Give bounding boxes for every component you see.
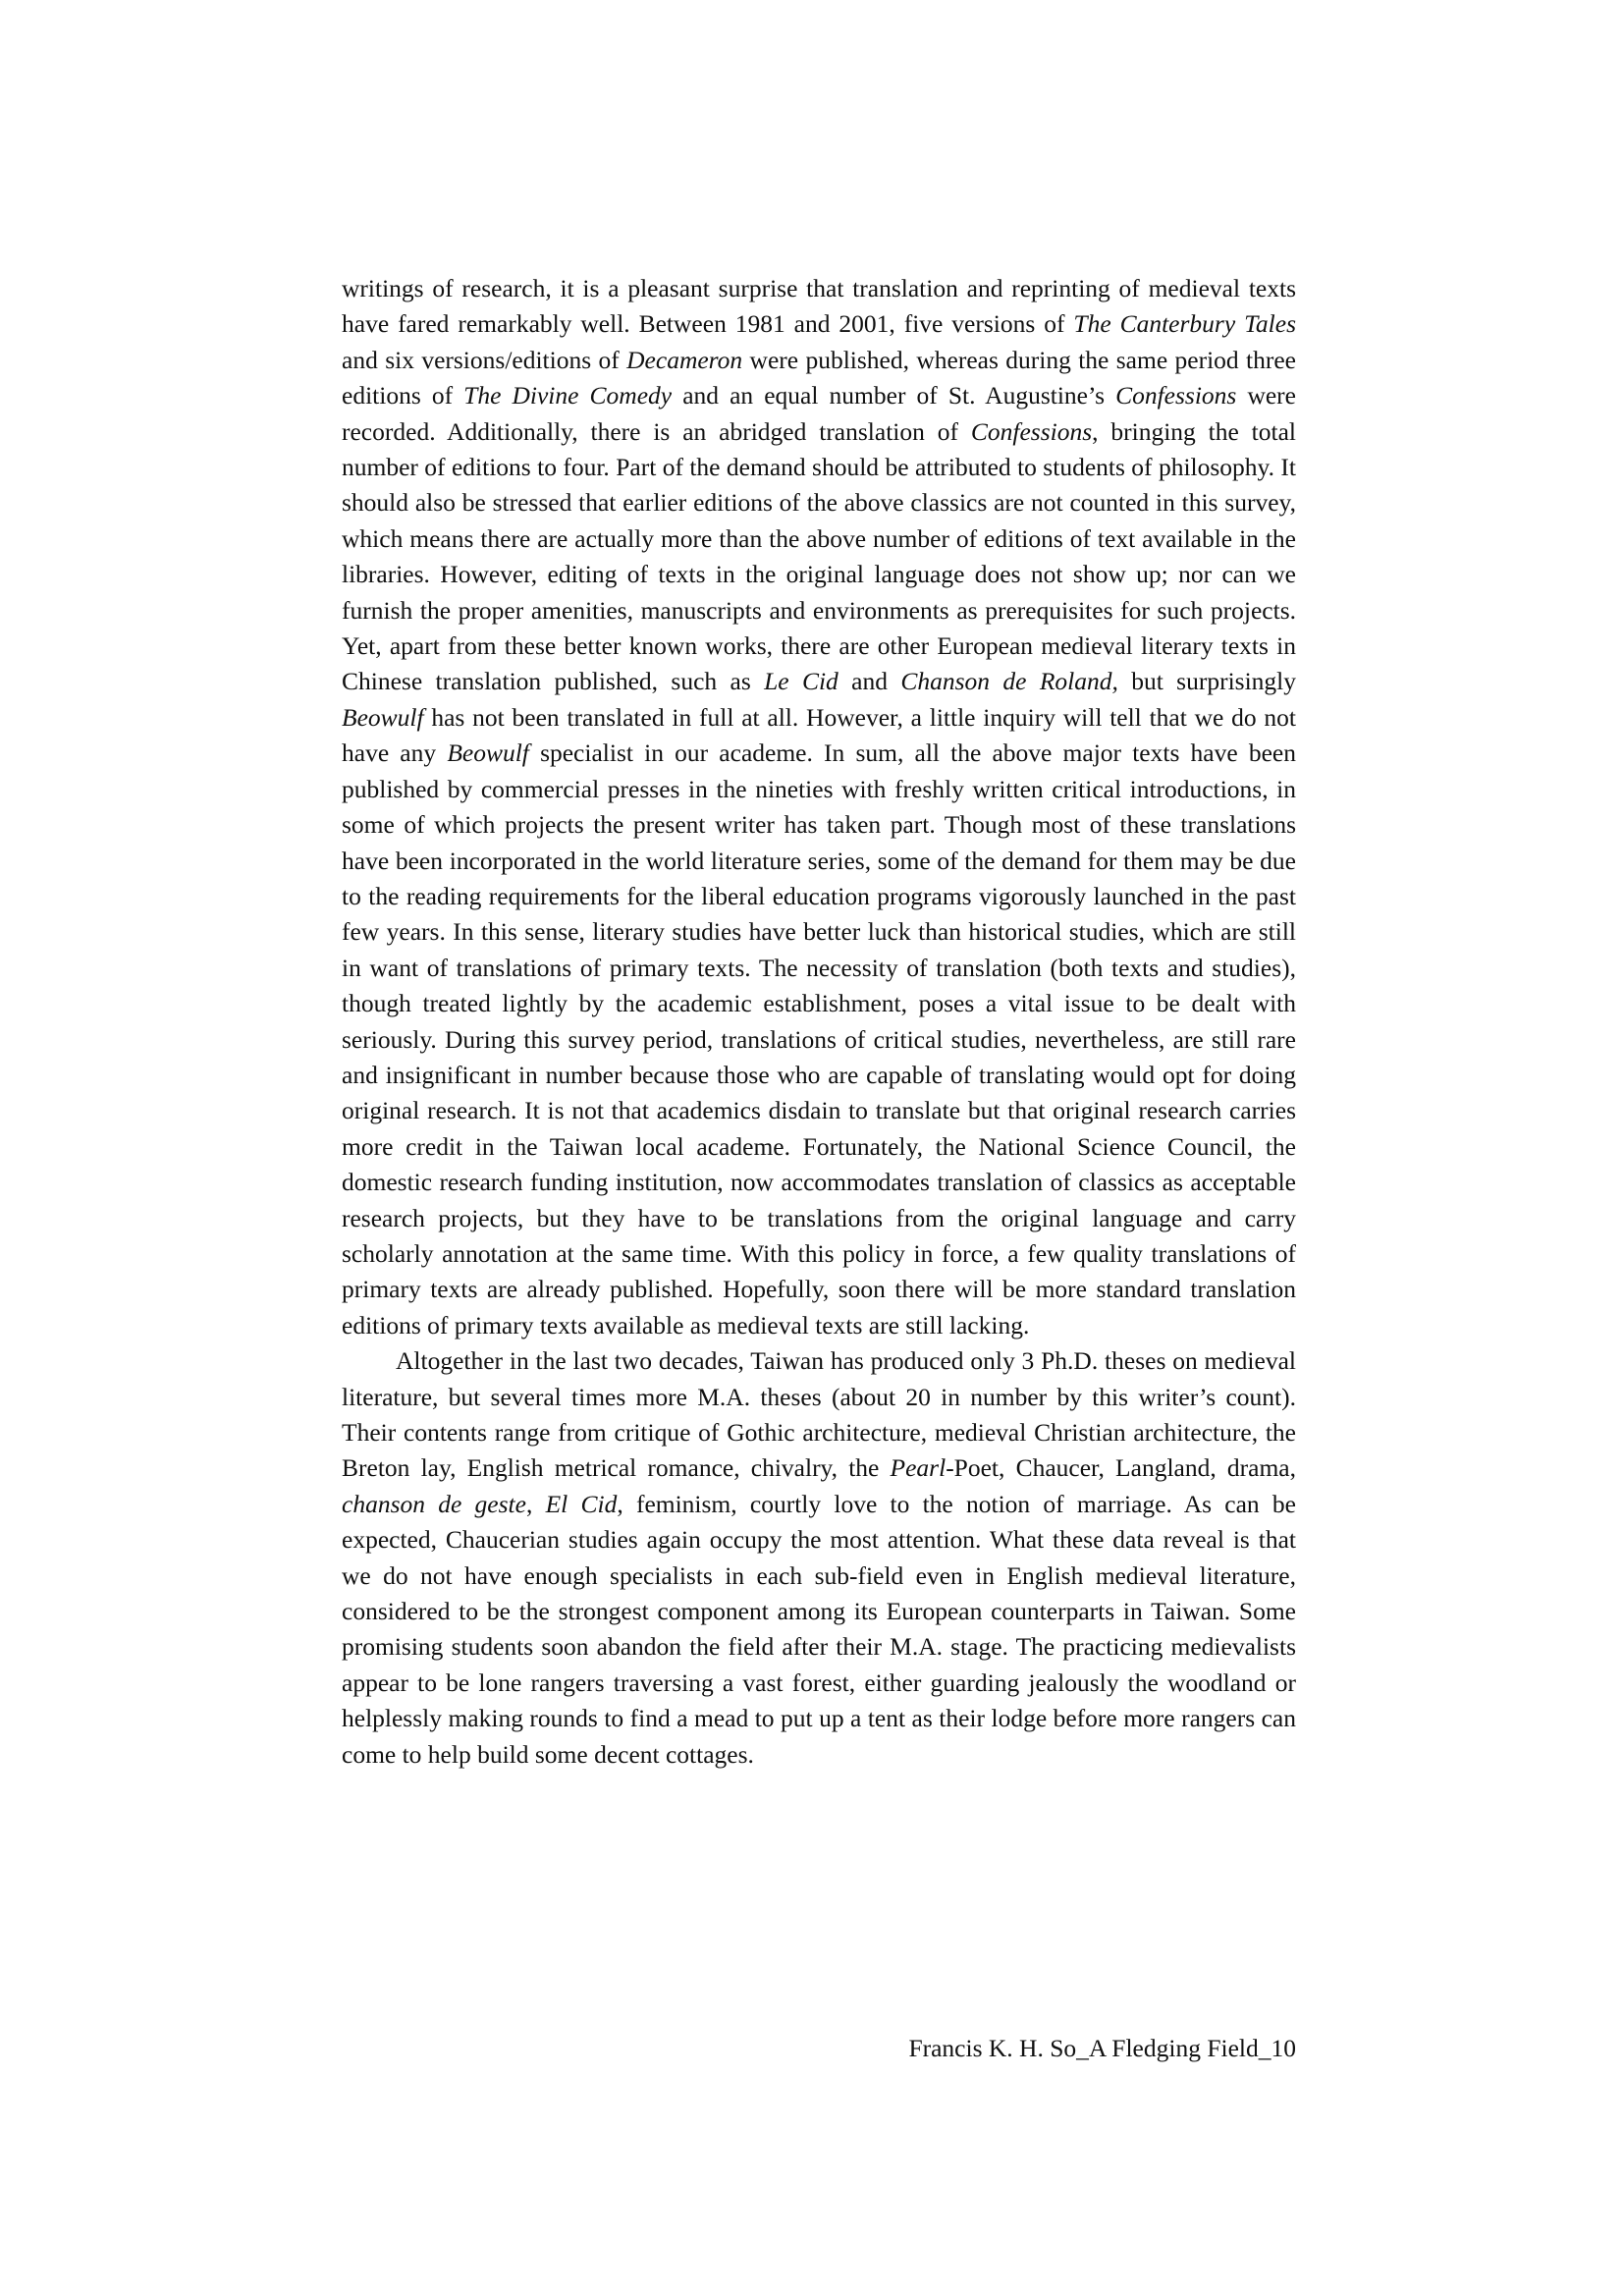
italic-title-segment: Confessions	[970, 416, 1093, 446]
italic-title-segment: The Divine Comedy	[463, 381, 673, 410]
italic-title-segment: chanson de geste	[342, 1489, 526, 1518]
text-segment: were published, whereas during the same period three editions of	[342, 345, 1296, 410]
text-segment: and six versions/editions of	[342, 345, 627, 374]
italic-title-segment: Decameron	[626, 345, 743, 374]
text-segment: ,	[525, 1489, 546, 1518]
text-segment: -Poet, Chaucer, Langland, drama,	[946, 1453, 1296, 1483]
italic-title-segment: Chanson de Roland,	[900, 667, 1118, 696]
text-segment: , bringing the total number of editions to four. Part of the demand should be attributed to students of philosophy. It should also be stressed that earlier editions of the above classics are not counted in this survey, which means there are actually more than the above number of editions of text available in the libraries. However, editing of texts in the original language does not show up; nor can we furnish the proper amenities, manuscripts and environments as prerequisites for such projects. Yet, apart from these better known works, there are other European medieval literary texts in Chinese translation published, such as	[342, 416, 1297, 696]
italic-title-segment: Confessions	[1115, 381, 1237, 410]
text-segment: and	[838, 667, 901, 696]
text-segment: Altogether in the last two decades, Taiwan has produced only 3 Ph.D. theses on medieval literature, but several times more M.A. theses (about 20 in number by this writer’s count). Their contents range from critique of Gothic architecture, medieval Christian architecture, the Breton lay, English metrical romance, chivalry, the	[342, 1346, 1296, 1483]
text-segment: but surprisingly	[1117, 667, 1296, 696]
text-segment: specialist in our academe. In sum, all the above major texts have been published by commercial presses in the nineties with freshly written critical introductions, in some of which projects the present writer has taken part. Though most of these translations have been incorporated in the world literature series, some of the demand for them may be due to the reading requirements for the liberal education programs vigorously launched in the past few years. In this sense, literary studies have better luck than historical studies, which are still in want of translations of primary texts. The necessity of translation (both texts and studies), though treated lightly by the academic establishment, poses a vital issue to be dealt with seriously. During this survey period, translations of critical studies, nevertheless, are still rare and insignificant in number because those who are capable of translating would opt for doing original research. It is not that academics disdain to translate but that original research carries more credit in the Taiwan local academe. Fortunately, the National Science Council, the domestic research funding institution, now accommodates translation of classics as acceptable research projects, but they have to be translations from the original language and carry scholarly annotation at the same time. With this policy in force, a few quality translations of primary texts are already published. Hopefully, soon there will be more standard translation editions of primary texts available as medieval texts are still lacking.	[342, 738, 1296, 1339]
italic-title-segment: Pearl	[890, 1453, 947, 1483]
paragraph-theses	[342, 1343, 1296, 1773]
italic-title-segment: El Cid	[545, 1489, 618, 1518]
page-footer: Francis K. H. So_A Fledging Field_10	[908, 2034, 1296, 2062]
document-body	[342, 271, 1296, 1773]
italic-title-segment: Beowulf	[447, 738, 529, 768]
text-segment: has not been translated in full at all. However, a little inquiry will tell that we do not have any	[342, 702, 1296, 768]
text-segment: , feminism, courtly love to the notion of marriage. As can be expected, Chaucerian studies again occupy the most attention. What these data reveal is that we do not have enough specialists in each sub-field even in English medieval literature, considered to be the strongest component among its European counterparts in Taiwan. Some promising students soon abandon the field after their M.A. stage. The practicing medievalists appear to be lone rangers traversing a vast forest, either guarding jealously the woodland or helplessly making rounds to find a mead to put up a tent as their lodge before more rangers can come to help build some decent cottages.	[342, 1489, 1296, 1769]
italic-title-segment: The Canterbury Tales	[1073, 309, 1296, 339]
text-segment: writings of research, it is a pleasant surprise that translation and reprinting of medieval texts have fared remarkably well. Between 1981 and 2001, five versions of	[342, 274, 1296, 339]
italic-title-segment: Beowulf	[342, 702, 424, 732]
text-segment: were recorded. Additionally, there is an abridged translation of	[342, 381, 1296, 446]
paragraph-translations	[342, 271, 1296, 1343]
italic-title-segment: Le Cid	[764, 667, 839, 696]
text-segment: and an equal number of St. Augustine’s	[672, 381, 1116, 410]
